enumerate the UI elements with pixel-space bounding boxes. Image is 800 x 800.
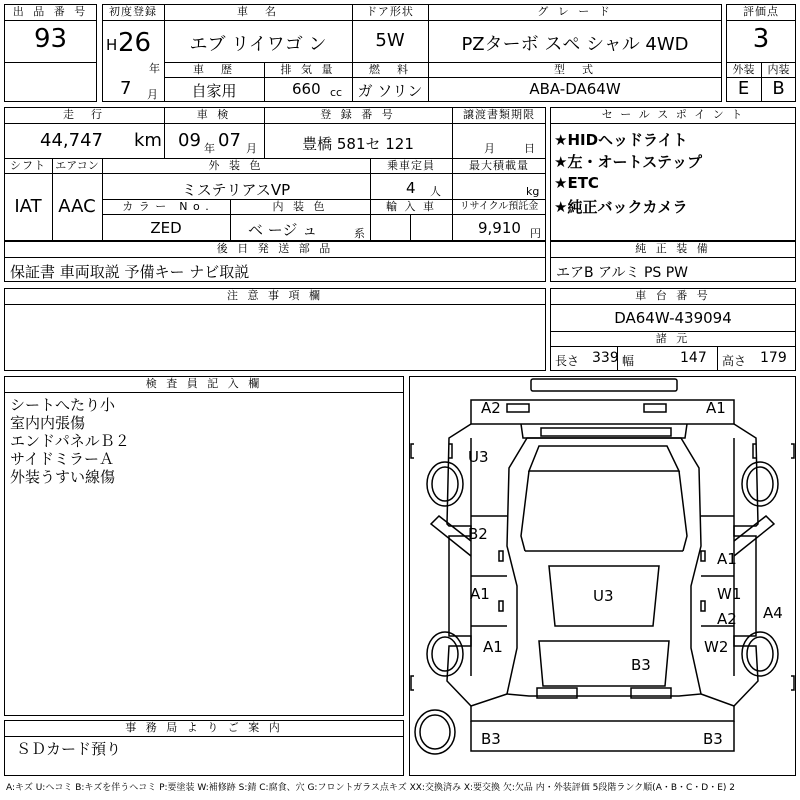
car-name-label: 車 名 — [237, 5, 279, 18]
damage-label: A2 — [717, 610, 737, 628]
first-reg-label: 初度登録 — [109, 5, 157, 18]
displacement-label: 排 気 量 — [280, 63, 336, 76]
car-name: エブ リイワゴ ン — [189, 34, 327, 55]
genuine-equipment-label: 純 正 装 備 — [635, 242, 711, 255]
exterior-grade: E — [737, 78, 750, 99]
ac-label: エアコン — [55, 159, 99, 172]
interior-grade: B — [772, 78, 785, 99]
reg-month: 7 — [120, 78, 132, 99]
dimensions-label: 諸 元 — [655, 332, 691, 345]
fuel: ガ ソリン — [357, 82, 423, 100]
door-label: ドア形状 — [366, 5, 414, 18]
inspection-month-unit: 月 — [246, 142, 257, 155]
history-label: 車 歴 — [193, 63, 235, 76]
damage-label: B3 — [703, 730, 723, 748]
inspector-line-1: シートへたり小 — [10, 396, 116, 414]
shift-label: シフト — [10, 159, 46, 172]
air-conditioner: AAC — [58, 196, 96, 217]
grade-label: グ レ ー ド — [537, 5, 613, 18]
documents-label: 後 日 発 送 部 品 — [216, 242, 334, 255]
max-load-unit: kg — [526, 185, 540, 198]
score-label: 評価点 — [743, 5, 779, 18]
mileage-label: 走 行 — [63, 108, 105, 121]
damage-label: A2 — [481, 399, 501, 417]
month-unit: 月 — [147, 88, 158, 101]
plate-label: 登 録 番 号 — [320, 108, 396, 121]
score: 3 — [752, 24, 770, 54]
shift: IAT — [14, 196, 42, 217]
fuel-label: 燃 料 — [369, 63, 411, 76]
damage-label: U3 — [593, 587, 614, 605]
damage-label: B3 — [631, 656, 651, 674]
damage-label: U3 — [468, 448, 489, 466]
reg-year: 26 — [118, 28, 152, 58]
exterior-color: ミステリアスVP — [181, 181, 291, 199]
displacement: 660 — [292, 80, 321, 98]
length-label: 長さ — [555, 354, 580, 368]
inspection-month: 07 — [218, 130, 241, 151]
inspection-year: 09 — [178, 130, 201, 151]
model-label: 型 式 — [554, 63, 596, 76]
interior-color: ベ ージ ュ — [248, 221, 318, 239]
inspector-label: 検 査 員 記 入 欄 — [145, 377, 263, 390]
damage-label: A1 — [483, 638, 503, 656]
displacement-unit: cc — [330, 86, 343, 99]
sales-point-4: ★純正バックカメラ — [554, 198, 688, 216]
height-label: 高さ — [722, 354, 747, 368]
damage-label: W2 — [704, 638, 729, 656]
transfer-deadline-label: 譲渡書類期限 — [463, 108, 535, 121]
recycle-unit: 円 — [530, 227, 541, 240]
office-notice-label: 事 務 局 よ り ご 案 内 — [125, 721, 283, 734]
interior-label: 内装 — [767, 63, 790, 76]
inspector-line-5: 外装うすい線傷 — [10, 468, 116, 486]
color-no-label: カ ラ ー N o . — [122, 200, 210, 213]
transfer-day-unit: 日 — [524, 142, 535, 155]
damage-label: A1 — [706, 399, 726, 417]
inspection-year-unit: 年 — [204, 142, 215, 155]
year-unit: 年 — [149, 62, 160, 75]
color-number: ZED — [150, 219, 182, 237]
inspector-line-3: エンドパネルＢ２ — [10, 432, 130, 450]
sales-point-2: ★左・オートステップ — [554, 153, 702, 171]
height-value: 179 — [760, 350, 787, 366]
lot-number: 93 — [33, 24, 68, 54]
sales-point-3: ★ETC — [554, 174, 599, 192]
transfer-month-unit: 月 — [484, 142, 495, 155]
damage-label: A4 — [763, 604, 783, 622]
mileage-unit: km — [134, 130, 162, 151]
capacity: 4 — [406, 179, 416, 197]
inspection-label: 車 検 — [196, 108, 232, 121]
door-type: 5W — [375, 30, 405, 51]
sales-point-1: ★HIDヘッドライト — [554, 131, 688, 149]
capacity-unit: 人 — [430, 185, 441, 198]
chassis-label: 車 台 番 号 — [635, 289, 711, 302]
color-label: 外 装 色 — [208, 159, 264, 172]
width-value: 147 — [680, 350, 707, 366]
exterior-label: 外装 — [732, 63, 755, 76]
interior-color-label: 内 装 色 — [272, 200, 328, 213]
damage-label: B3 — [481, 730, 501, 748]
damage-label: W1 — [717, 585, 742, 603]
legend: A:キズ U:ヘコミ B:キズを伴うヘコミ P:要塗装 W:補修跡 S:錆 C:腐食、穴 G:フロントガラス点キズ XX:交換済み X:要交換 欠:欠品 内・外装評価 5段階ランク順(A・B・C・D・E) 2 — [6, 783, 736, 793]
mileage: 44,747 — [40, 130, 103, 151]
chassis-number: DA64W-439094 — [614, 309, 732, 327]
max-load-label: 最大積載量 — [469, 159, 529, 172]
inspector-line-4: サイドミラーＡ — [10, 450, 114, 468]
interior-color-unit: 系 — [354, 227, 365, 240]
capacity-label: 乗車定員 — [387, 159, 435, 172]
width-label: 幅 — [622, 354, 635, 368]
lot-number-label: 出 品 番 号 — [12, 5, 89, 18]
length-value: 339 — [592, 350, 619, 366]
era-prefix: H — [106, 36, 118, 54]
recycle-fee: 9,910 — [478, 219, 521, 237]
import-label: 輸 入 車 — [386, 200, 436, 213]
model: ABA-DA64W — [529, 80, 621, 98]
damage-label: A1 — [470, 585, 490, 603]
recycle-label: リサイクル預託金 — [459, 201, 539, 212]
grade: PZターボ スペ シャル 4WD — [461, 34, 689, 55]
sales-points-label: セ ー ル ス ポ イ ン ト — [601, 108, 745, 121]
damage-label: A1 — [717, 550, 737, 568]
car-diagram — [409, 376, 796, 776]
documents-value: 保証書 車両取説 予備キー ナビ取説 — [10, 263, 250, 281]
plate-number: 豊橋 581セ 121 — [302, 135, 414, 153]
genuine-equipment-value: エアB アルミ PS PW — [556, 265, 689, 281]
history: 自家用 — [191, 82, 237, 100]
damage-label: B2 — [468, 525, 488, 543]
office-notice-value: ＳＤカード預り — [16, 740, 122, 758]
inspector-line-2: 室内内張傷 — [10, 414, 86, 432]
notes-label: 注 意 事 項 欄 — [227, 289, 323, 302]
